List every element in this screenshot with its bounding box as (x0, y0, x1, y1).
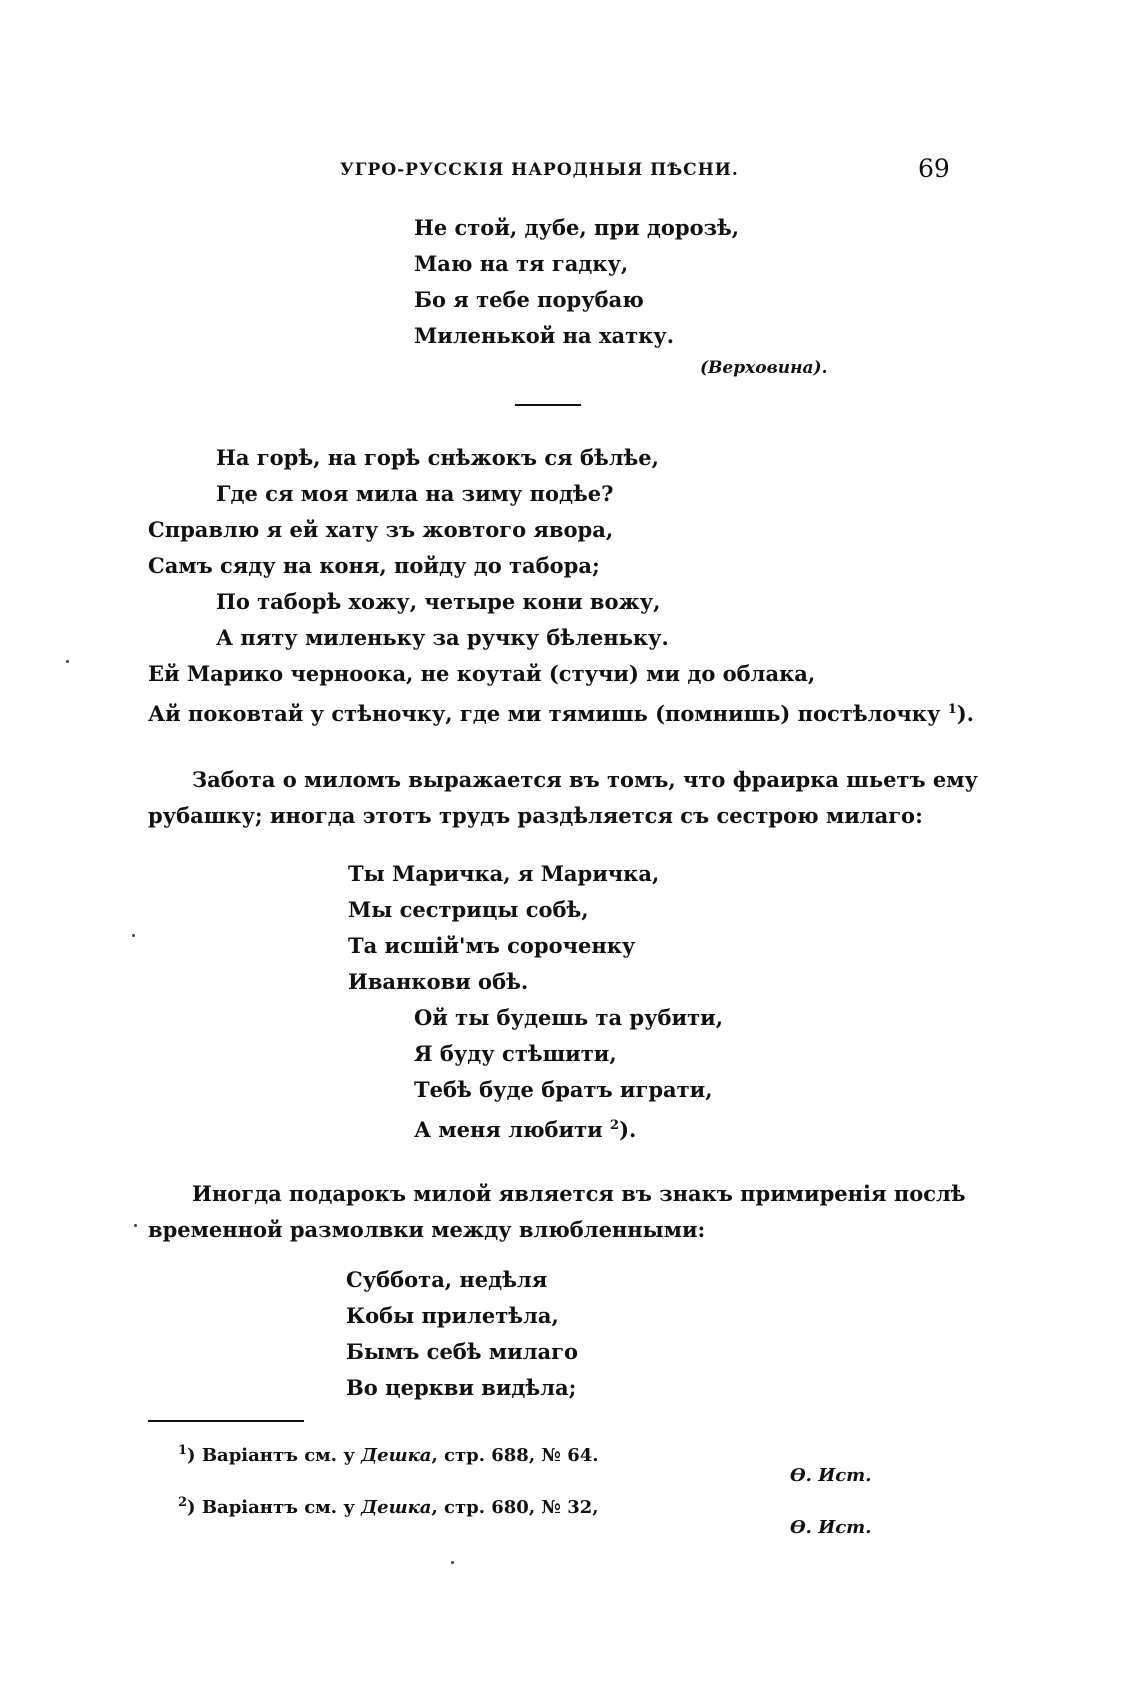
poem3-line-8 (414, 1108, 636, 1147)
footnote-1-mark: 1 (178, 1443, 188, 1458)
poem3-line-3: Та исшій'мъ сороченку (348, 933, 636, 958)
poem1-line-3: Бо я тебе порубаю (414, 287, 644, 312)
footnote-2-mark: 2 (178, 1495, 188, 1510)
poem1-line-2: Маю на тя гадку, (414, 251, 629, 276)
scan-speck (134, 1224, 137, 1227)
poem2-line-4: Самъ сяду на коня, пойду до табора; (148, 553, 600, 578)
paragraph1-line-2: рубашку; иногда этотъ трудъ раздѣляется съ сестрою милаго: (148, 803, 923, 828)
poem3-line-6: Я буду стѣшити, (414, 1041, 617, 1066)
poem2-line-1: На горѣ, на горѣ снѣжокъ ся бѣлѣе, (216, 445, 659, 470)
section-divider (515, 404, 581, 406)
poem3-line-8-text: А меня любити (414, 1117, 603, 1142)
poem3-line-4: Иванкови обѣ. (348, 969, 529, 994)
poem2-line-6: А пяту миленьку за ручку бѣленьку. (216, 625, 669, 650)
poem3-line-5: Ой ты будешь та рубити, (414, 1005, 724, 1030)
poem2-line-7: Ей Марико черноока, не коутай (стучи) ми до облака, (148, 661, 816, 686)
paragraph2-line-1: Иногда подарокъ милой является въ знакъ примиренія послѣ (192, 1181, 966, 1206)
scan-speck (451, 1561, 454, 1564)
footnote-ref-2[interactable]: 2 (610, 1118, 620, 1133)
poem2-line-8-text: Ай поковтай у стѣночку, где ми тямишь (помнишь) постѣлочку (148, 701, 941, 726)
footnote-1-author: Дешка (361, 1445, 432, 1466)
poem3-line-8-end: ). (619, 1117, 637, 1142)
poem4-line-3: Бымъ себѣ милаго (346, 1339, 578, 1364)
poem4-line-1: Суббота, недѣля (346, 1267, 548, 1292)
scan-speck (66, 660, 69, 663)
page-number: 69 (918, 154, 950, 183)
footnote-2: $^2$) Варіантъ см. у Дешка, стр. 680, № 32, (178, 1495, 599, 1518)
poem2-line-5: По таборѣ хожу, четыре кони вожу, (216, 589, 661, 614)
poem3-line-2: Мы сестрицы собѣ, (348, 897, 589, 922)
poem2-line-2: Где ся моя мила на зиму подѣе? (216, 481, 614, 506)
footnote-ref-1[interactable]: 1 (947, 702, 957, 717)
paragraph1-line-1: Забота о миломъ выражается въ томъ, что фраирка шьетъ ему (192, 767, 978, 792)
footnote-1: $^1$) Варіантъ см. у Дешка, стр. 688, № 64. (178, 1443, 599, 1466)
running-title: УГРО-РУССКІЯ НАРОДНЫЯ ПѢСНИ. (340, 160, 739, 180)
poem1-source: (Верховина). (700, 358, 828, 378)
footnote-separator (148, 1420, 304, 1422)
footnote-2-signature: Ѳ. Ист. (790, 1517, 872, 1538)
poem4-line-2: Кобы прилетѣла, (346, 1303, 559, 1328)
footnote-1-signature: Ѳ. Ист. (790, 1465, 872, 1486)
poem2-line-8 (148, 692, 974, 731)
poem4-line-4: Во церкви видѣла; (346, 1375, 577, 1400)
poem3-line-7: Тебѣ буде братъ играти, (414, 1077, 713, 1102)
footnote-2-author: Дешка (361, 1497, 432, 1518)
poem2-line-3: Справлю я ей хату зъ жовтого явора, (148, 517, 614, 542)
scan-speck (132, 934, 135, 937)
poem1-line-1: Не стой, дубе, при дорозѣ, (414, 215, 740, 240)
poem1-line-4: Миленькой на хатку. (414, 323, 675, 348)
poem3-line-1: Ты Маричка, я Маричка, (348, 861, 660, 886)
paragraph2-line-2: временной размолвки между влюбленными: (148, 1217, 706, 1242)
poem2-line-8-end: ). (956, 701, 974, 726)
